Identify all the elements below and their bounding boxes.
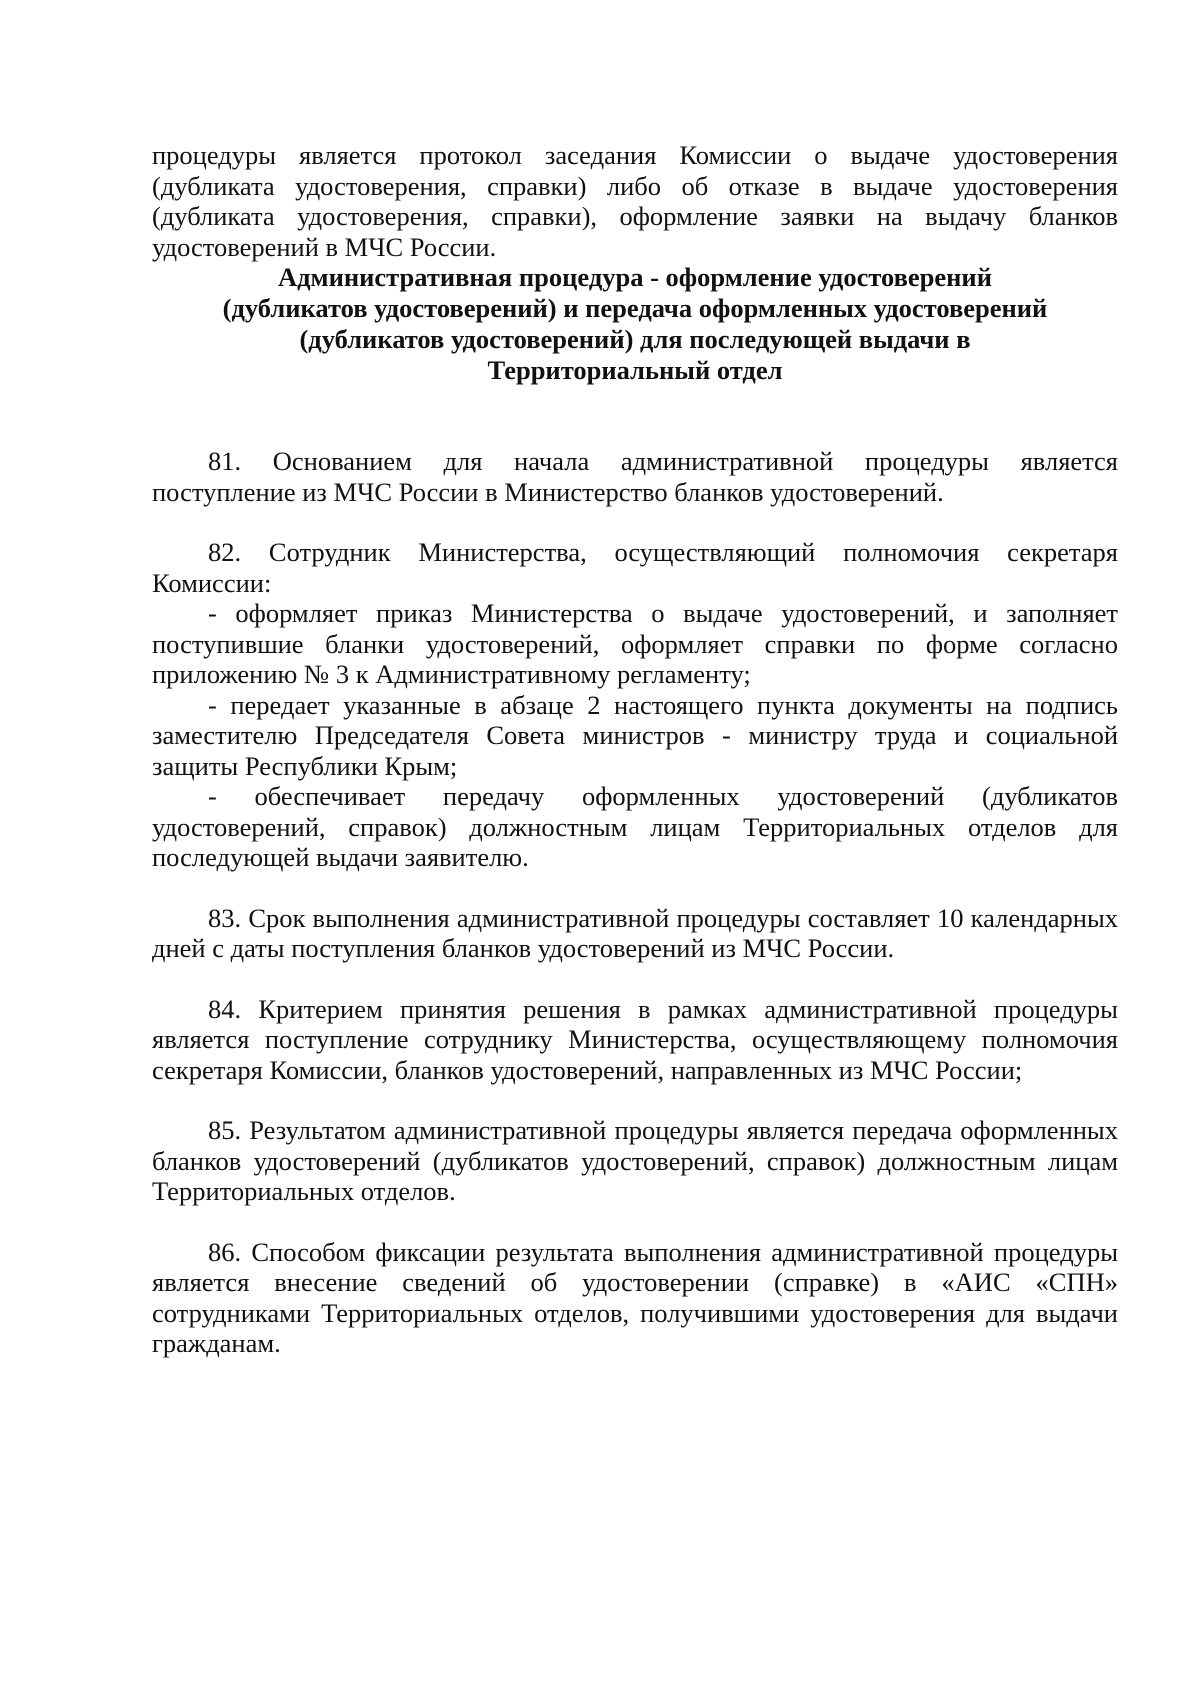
- paragraph-86: 86. Способом фиксации результата выполнения административной процедуры является внесение сведений об удостоверении (справке) в «АИС «СПН» сотрудниками Территориальных отделов, получившими удостоверения для выдачи гражданам.: [152, 1236, 1118, 1358]
- intro-paragraph: процедуры является протокол заседания Комиссии о выдаче удостоверения (дубликата удостоверения, справки) либо об отказе в выдаче удостоверения (дубликата удостоверения, справки), оформление заявки на выдачу бланков удостоверений в МЧС России.: [152, 140, 1118, 262]
- paragraph-84: 84. Критерием принятия решения в рамках административной процедуры является поступление сотруднику Министерства, осуществляющему полномочия секретаря Комиссии, бланков удостоверений, направленных из МЧС России;: [152, 993, 1118, 1085]
- paragraph-85: 85. Результатом административной процедуры является передача оформленных бланков удостоверений (дубликатов удостоверений, справок) должностным лицам Территориальных отделов.: [152, 1115, 1118, 1206]
- paragraph-82-item-1: - оформляет приказ Министерства о выдаче удостоверений, и заполняет поступившие бланки удостоверений, оформляет справки по форме согласно приложению № 3 к Административному регламенту;: [152, 598, 1118, 689]
- heading-line-1: Административная процедура - оформление удостоверений: [278, 262, 992, 292]
- heading-line-4: Территориальный отдел: [487, 355, 783, 385]
- heading-line-3: (дубликатов удостоверений) для последующей выдачи в: [299, 324, 971, 354]
- heading-line-2: (дубликатов удостоверений) и передача оформленных удостоверений: [222, 293, 1048, 323]
- paragraph-83: 83. Срок выполнения административной процедуры составляет 10 календарных дней с даты поступления бланков удостоверений из МЧС России.: [152, 902, 1118, 963]
- paragraph-81: 81. Основанием для начала административной процедуры является поступление из МЧС России в Министерство бланков удостоверений.: [152, 446, 1118, 507]
- paragraph-82-intro: 82. Сотрудник Министерства, осуществляющий полномочия секретаря Комиссии:: [152, 537, 1118, 598]
- section-heading: [152, 262, 1118, 386]
- document-page: [152, 140, 1118, 1359]
- paragraph-82-item-3: - обеспечивает передачу оформленных удостоверений (дубликатов удостоверений, справок) должностным лицам Территориальных отделов для последующей выдачи заявителю.: [152, 781, 1118, 872]
- paragraph-82-item-2: - передает указанные в абзаце 2 настоящего пункта документы на подпись заместителю Председателя Совета министров - министру труда и социальной защиты Республики Крым;: [152, 689, 1118, 781]
